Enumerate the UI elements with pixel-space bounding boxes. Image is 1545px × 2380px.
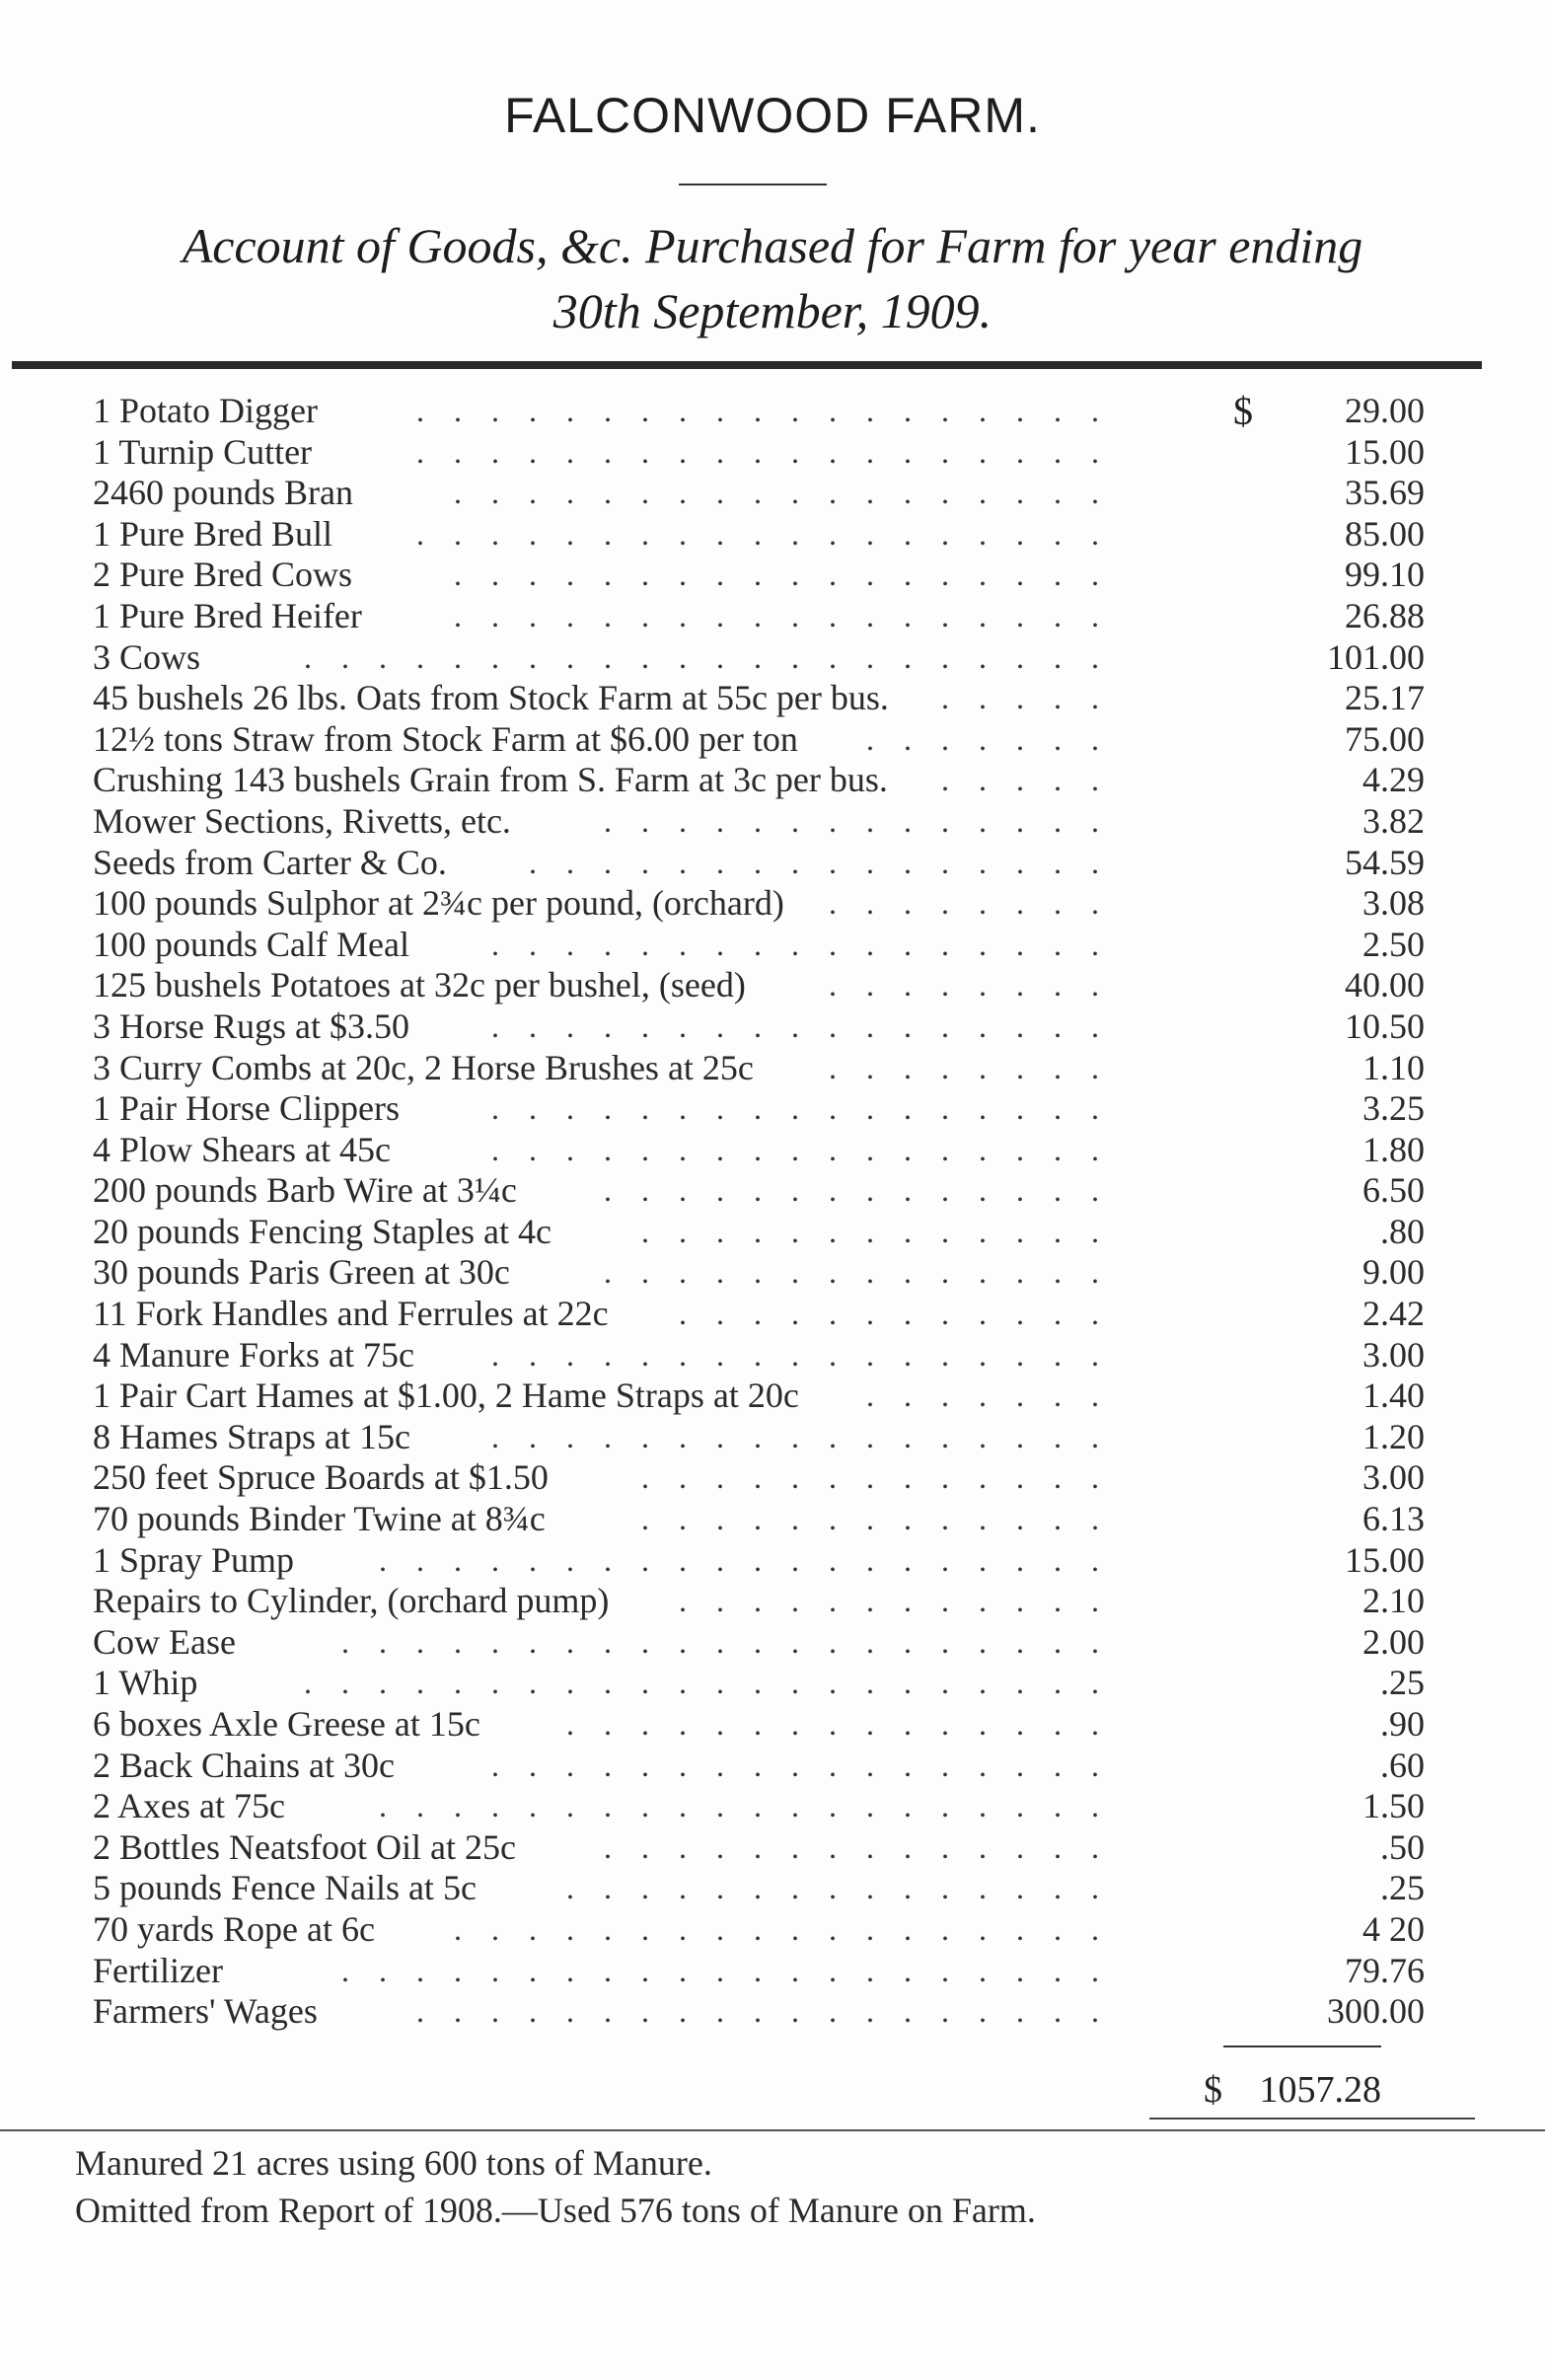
- item-description: 100 pounds Calf Meal: [93, 924, 409, 964]
- dot-leader: ..................: [454, 597, 1129, 633]
- item-amount: .25: [1380, 1663, 1425, 1703]
- item-description: 1 Pure Bred Bull: [93, 513, 332, 554]
- list-item: [93, 637, 1425, 679]
- item-amount: 3.08: [1362, 883, 1425, 924]
- list-item: [93, 391, 1425, 432]
- item-amount: 6.13: [1362, 1499, 1425, 1539]
- item-amount: 35.69: [1345, 473, 1425, 513]
- currency-symbol: $: [1233, 389, 1253, 433]
- item-description: 2 Bottles Neatsfoot Oil at 25c: [93, 1826, 516, 1867]
- item-amount: 9.00: [1362, 1252, 1425, 1293]
- dot-leader: .................: [491, 1131, 1129, 1167]
- item-description: 11 Fork Handles and Ferrules at 22c: [93, 1294, 609, 1334]
- item-description: 30 pounds Paris Green at 30c: [93, 1252, 510, 1293]
- item-amount: .90: [1380, 1704, 1425, 1744]
- item-amount: 15.00: [1345, 1539, 1425, 1580]
- item-description: 1 Whip: [93, 1663, 198, 1703]
- note-omitted: Omitted from Report of 1908.—Used 576 tons of Manure on Farm.: [75, 2191, 1036, 2230]
- list-item: [93, 678, 1425, 719]
- item-amount: 79.76: [1345, 1950, 1425, 1990]
- dot-leader: ........: [829, 967, 1129, 1004]
- item-description: 100 pounds Sulphor at 2¾c per pound, (orchard): [93, 883, 784, 924]
- account-items-list: [93, 391, 1425, 2033]
- notes-divider: [0, 2129, 1545, 2131]
- item-amount: 1.20: [1362, 1416, 1425, 1456]
- item-description: Repairs to Cylinder, (orchard pump): [93, 1581, 610, 1621]
- dot-leader: ........: [829, 885, 1129, 922]
- item-description: 1 Spray Pump: [93, 1539, 295, 1580]
- list-item: [93, 1088, 1425, 1130]
- dot-leader: .................: [491, 926, 1129, 962]
- page-title: FALCONWOOD FARM.: [504, 88, 1041, 143]
- item-description: Fertilizer: [93, 1950, 223, 1990]
- item-description: Crushing 143 bushels Grain from S. Farm at 3c per bus.: [93, 760, 888, 800]
- dot-leader: ....................: [379, 1788, 1129, 1824]
- dot-leader: ...................: [416, 433, 1129, 470]
- item-amount: 2.00: [1362, 1621, 1425, 1662]
- dot-leader: ..................: [454, 475, 1129, 511]
- item-description: 125 bushels Potatoes at 32c per bushel, (seed): [93, 965, 746, 1005]
- item-amount: 99.10: [1345, 555, 1425, 595]
- dot-leader: ..............: [604, 802, 1129, 839]
- dot-leader: ..............: [604, 1828, 1129, 1865]
- item-description: Cow Ease: [93, 1621, 236, 1662]
- item-description: 4 Manure Forks at 75c: [93, 1334, 414, 1375]
- item-amount: 29.00: [1345, 391, 1425, 430]
- list-item: [93, 1746, 1425, 1787]
- list-item: [93, 1457, 1425, 1499]
- item-amount: 3.00: [1362, 1457, 1425, 1498]
- dot-leader: ..................: [454, 1910, 1129, 1947]
- item-description: 45 bushels 26 lbs. Oats from Stock Farm at 55c per bus.: [93, 678, 889, 718]
- item-amount: 85.00: [1345, 513, 1425, 554]
- dot-leader: .................: [491, 1007, 1129, 1044]
- item-amount: 6.50: [1362, 1170, 1425, 1211]
- item-description: 70 yards Rope at 6c: [93, 1908, 375, 1949]
- item-description: Seeds from Carter & Co.: [93, 842, 447, 882]
- notes-section: [75, 2139, 1456, 2234]
- item-amount: .25: [1380, 1868, 1425, 1908]
- item-amount: 3.00: [1362, 1334, 1425, 1375]
- dot-leader: .....: [941, 680, 1129, 716]
- dot-leader: ........: [829, 1049, 1129, 1085]
- item-amount: .80: [1380, 1211, 1425, 1251]
- list-item: [93, 883, 1425, 925]
- item-amount: 75.00: [1345, 718, 1425, 759]
- dot-leader: ............: [679, 1296, 1129, 1332]
- list-item: [93, 1704, 1425, 1746]
- item-amount: 40.00: [1345, 965, 1425, 1005]
- list-item: [93, 1581, 1425, 1622]
- list-item: [93, 514, 1425, 556]
- list-item: [93, 965, 1425, 1006]
- item-amount: 2.50: [1362, 924, 1425, 964]
- dot-leader: ...................: [416, 393, 1129, 428]
- item-amount: 1.10: [1362, 1047, 1425, 1087]
- dot-leader: .................: [491, 1747, 1129, 1783]
- dot-leader: ....................: [379, 1541, 1129, 1578]
- dot-leader: .....: [941, 762, 1129, 798]
- list-item: [93, 555, 1425, 596]
- list-item: [93, 760, 1425, 801]
- note-manured: Manured 21 acres using 600 tons of Manure.: [75, 2143, 712, 2183]
- total-row: [1184, 2065, 1381, 2115]
- item-description: 3 Horse Rugs at $3.50: [93, 1005, 409, 1046]
- total-currency: $: [1204, 2069, 1222, 2111]
- item-amount: 2.42: [1362, 1294, 1425, 1334]
- page-subtitle: [0, 213, 1545, 343]
- item-description: 1 Turnip Cutter: [93, 431, 313, 472]
- dot-leader: .......: [866, 720, 1129, 757]
- item-amount: 300.00: [1327, 1991, 1425, 2032]
- list-item: [93, 719, 1425, 761]
- list-item: [93, 843, 1425, 884]
- sum-rule: [1223, 2045, 1381, 2047]
- list-item: [93, 1006, 1425, 1048]
- item-description: 20 pounds Fencing Staples at 4c: [93, 1211, 552, 1251]
- item-description: 1 Pair Cart Hames at $1.00, 2 Hame Straps at 20c: [93, 1376, 799, 1416]
- item-amount: 101.00: [1327, 636, 1425, 677]
- item-description: 2 Pure Bred Cows: [93, 555, 352, 595]
- list-item: [93, 596, 1425, 637]
- item-description: 1 Pair Horse Clippers: [93, 1088, 400, 1129]
- list-item: [93, 1335, 1425, 1376]
- dot-leader: ..............: [604, 1254, 1129, 1291]
- item-description: 3 Curry Combs at 20c, 2 Horse Brushes at 25c: [93, 1047, 754, 1087]
- dot-leader: .......: [866, 1377, 1129, 1414]
- dot-leader: ................: [529, 844, 1129, 880]
- title-underline: [679, 184, 827, 186]
- item-description: 2 Axes at 75c: [93, 1786, 285, 1826]
- item-description: 1 Potato Digger: [93, 391, 318, 430]
- subtitle-line-1: Account of Goods, &c. Purchased for Farm for year ending: [182, 218, 1363, 273]
- item-amount: 2.10: [1362, 1581, 1425, 1621]
- item-amount: 26.88: [1345, 595, 1425, 635]
- item-description: 2460 pounds Bran: [93, 473, 353, 513]
- item-description: 200 pounds Barb Wire at 3¼c: [93, 1170, 517, 1211]
- list-item: [93, 1212, 1425, 1253]
- item-amount: 4.29: [1362, 760, 1425, 800]
- item-amount: 1.50: [1362, 1786, 1425, 1826]
- dot-leader: ..................: [454, 557, 1129, 593]
- list-item: [93, 1048, 1425, 1089]
- list-item: [93, 1540, 1425, 1582]
- dot-leader: ...................: [416, 1993, 1129, 2030]
- item-amount: 54.59: [1345, 842, 1425, 882]
- dot-leader: .................: [491, 1090, 1129, 1127]
- item-amount: .60: [1380, 1745, 1425, 1785]
- item-amount: .50: [1380, 1826, 1425, 1867]
- dot-leader: ............: [679, 1583, 1129, 1619]
- list-item: [93, 432, 1425, 474]
- item-description: 8 Hames Straps at 15c: [93, 1416, 410, 1456]
- list-item: [93, 1991, 1425, 2033]
- item-description: 6 boxes Axle Greese at 15c: [93, 1704, 480, 1744]
- list-item: [93, 1663, 1425, 1704]
- dot-leader: .............: [641, 1213, 1129, 1249]
- dot-leader: .................: [491, 1418, 1129, 1454]
- list-item: [93, 1622, 1425, 1664]
- dot-leader: .....................: [341, 1952, 1129, 1988]
- item-amount: 1.40: [1362, 1376, 1425, 1416]
- dot-leader: ......................: [304, 638, 1129, 675]
- header-divider: [12, 361, 1482, 369]
- dot-leader: .............: [641, 1501, 1129, 1537]
- list-item: [93, 1786, 1425, 1827]
- total-value: 1057.28: [1259, 2069, 1381, 2111]
- list-item: [93, 473, 1425, 514]
- item-amount: 15.00: [1345, 431, 1425, 472]
- dot-leader: ......................: [304, 1665, 1129, 1701]
- item-description: 3 Cows: [93, 636, 201, 677]
- list-item: [93, 1499, 1425, 1540]
- item-description: Farmers' Wages: [93, 1991, 318, 2032]
- dot-leader: ..............: [604, 1172, 1129, 1209]
- item-amount: 25.17: [1345, 678, 1425, 718]
- item-amount: 1.80: [1362, 1129, 1425, 1169]
- list-item: [93, 1252, 1425, 1294]
- list-item: [93, 1868, 1425, 1909]
- dot-leader: .....................: [341, 1623, 1129, 1660]
- item-description: 5 pounds Fence Nails at 5c: [93, 1868, 477, 1908]
- item-amount: 10.50: [1345, 1005, 1425, 1046]
- item-description: 250 feet Spruce Boards at $1.50: [93, 1457, 549, 1498]
- dot-leader: ...............: [566, 1706, 1129, 1742]
- list-item: [93, 1417, 1425, 1458]
- list-item: [93, 1951, 1425, 1992]
- item-amount: 3.25: [1362, 1088, 1425, 1129]
- item-description: Mower Sections, Rivetts, etc.: [93, 800, 511, 841]
- list-item: [93, 1376, 1425, 1417]
- item-description: 4 Plow Shears at 45c: [93, 1129, 391, 1169]
- item-description: 2 Back Chains at 30c: [93, 1745, 395, 1785]
- dot-leader: ...................: [416, 515, 1129, 552]
- list-item: [93, 1294, 1425, 1335]
- item-description: 1 Pure Bred Heifer: [93, 595, 362, 635]
- item-amount: 3.82: [1362, 800, 1425, 841]
- dot-leader: .............: [641, 1459, 1129, 1496]
- list-item: [93, 801, 1425, 843]
- list-item: [93, 1130, 1425, 1171]
- list-item: [93, 1827, 1425, 1869]
- list-item: [93, 925, 1425, 966]
- item-description: 12½ tons Straw from Stock Farm at $6.00 per ton: [93, 718, 798, 759]
- list-item: [93, 1909, 1425, 1951]
- subtitle-line-2: 30th September, 1909.: [552, 283, 993, 338]
- total-underline: [1149, 2118, 1475, 2120]
- item-amount: 4 20: [1362, 1908, 1425, 1949]
- list-item: [93, 1170, 1425, 1212]
- item-description: 70 pounds Binder Twine at 8¾c: [93, 1499, 546, 1539]
- dot-leader: .................: [491, 1336, 1129, 1373]
- dot-leader: ...............: [566, 1870, 1129, 1906]
